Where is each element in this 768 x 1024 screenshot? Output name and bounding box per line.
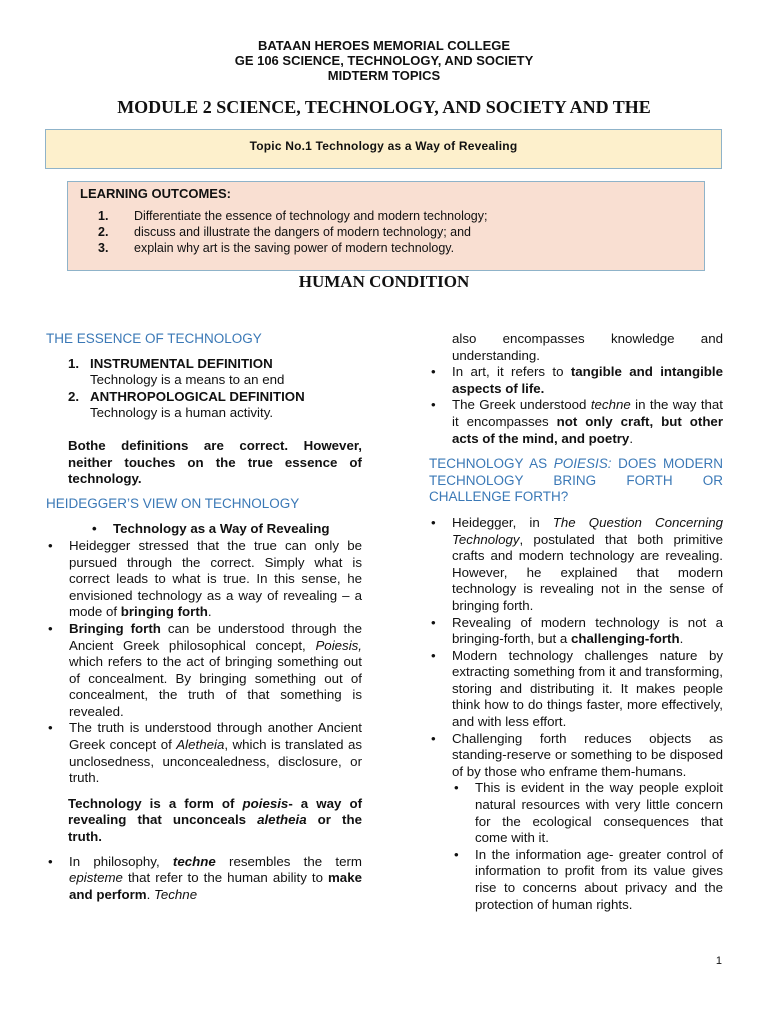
bullet-text: which refers to the act of bringing something out of concealment. By bringing something out of concealment, the truth of that something is revealed. (69, 654, 362, 719)
topic-title: Topic No.1 Technology as a Way of Revealing (249, 139, 518, 153)
heidegger-heading: HEIDEGGER’S VIEW ON TECHNOLOGY (46, 495, 300, 511)
essence-heading: THE ESSENCE OF TECHNOLOGY (46, 331, 262, 346)
definition-item (46, 389, 362, 422)
sub-bullet-text: Technology as a Way of Revealing (113, 521, 330, 537)
bullet-italic: Techne (153, 886, 198, 902)
bullet-text: Challenging forth reduces objects as standing-reserve or something to be disposed of by those who enframe them-humans. (452, 730, 723, 779)
poiesis-heading (429, 456, 723, 506)
definition-number: 2. (68, 388, 80, 404)
bullet-bold: tangible and intangible aspects of life. (452, 364, 723, 396)
bullet-text: This is evident in the way people exploit natural resources with very little concern for the ecological consequences that come with it. (475, 780, 723, 846)
bullet-text: . (679, 631, 684, 647)
bullet-italic: The Question Concerning Technology (452, 514, 723, 547)
bullet-bold: challenging-forth (571, 631, 680, 647)
learning-outcomes-box (67, 181, 705, 271)
statement-text: Technology is a form of (68, 795, 243, 811)
human-condition-title: HUMAN CONDITION (298, 272, 470, 291)
outcome-number: 1. (98, 209, 109, 223)
bullet-text: In art, it refers to (452, 364, 571, 380)
bullet-italic: episteme (69, 870, 123, 886)
bullet-text: In philosophy, (69, 853, 173, 869)
bullet-item (429, 731, 723, 781)
definition-title: ANTHROPOLOGICAL DEFINITION (90, 388, 305, 404)
module-title: MODULE 2 SCIENCE, TECHNOLOGY, AND SOCIETY AND THE (117, 97, 651, 117)
course-title: GE 106 SCIENCE, TECHNOLOGY, AND SOCIETY (234, 53, 534, 68)
bullet-bold-italic: techne (172, 853, 216, 869)
statement-text: or the truth. (68, 812, 362, 845)
bullet-text: can be understood through the Ancient Greek philosophical concept, (69, 620, 362, 653)
outcome-item (80, 240, 704, 256)
bullet-text: . (629, 430, 634, 446)
bullet-italic: techne (590, 397, 631, 413)
bullet-item (46, 720, 362, 786)
bullet-bold: not only craft, but other acts of the mind, and poetry (452, 413, 724, 446)
bullet-bold: bringing forth (120, 604, 208, 620)
outcome-text: Differentiate the essence of technology and modern technology; (134, 209, 488, 223)
bullet-text: In the information age- greater control of information to profit from its value gives rise to concerns about privacy and the protection of human rights. (475, 846, 723, 912)
outcome-number: 2. (98, 225, 109, 239)
bullet-bold: Bringing forth (69, 620, 161, 636)
bullet-italic: Poiesis, (315, 637, 362, 653)
bullet-text: , postulated that both primitive crafts and modern technology are revealing. However, he explained that modern technology is revealing not in the sense of bringing forth. (452, 531, 723, 613)
bullet-text: The Greek understood (452, 397, 591, 413)
bullet-text: Heidegger stressed that the true can only be pursued through the correct. Simply what is correct leads to what is true. In this sense, he envisioned technology as a way of revealing – a mode of (69, 537, 362, 620)
bullet-text: The truth is understood through another Ancient Greek concept of (69, 720, 362, 753)
heading-text: TECHNOLOGY AS (429, 456, 554, 472)
bullet-text: in the way that it encompasses (452, 397, 724, 429)
bullet-text: , which is translated as unclosedness, unconcealedness, disclosure, or truth. (69, 737, 362, 786)
statement-italic: poiesis (242, 795, 289, 811)
bullet-text: Heidegger, in (452, 514, 553, 530)
bullet-item (46, 621, 362, 721)
bullet-text: that refer to the human ability to (122, 870, 328, 886)
bullet-italic: Aletheia (176, 737, 225, 753)
continued-text: also encompasses knowledge and understanding. (452, 331, 723, 363)
document-header (0, 38, 768, 83)
bullet-text: Revealing of modern technology is not a bringing-forth, but a (452, 614, 723, 647)
bullet-item (46, 854, 362, 904)
bullet-text: Modern technology challenges nature by extracting something from it and transforming, storing and distributing it. It makes people think how to do things faster, more effectively, and with less effort. (452, 647, 723, 730)
bullet-text: resembles the term (215, 853, 363, 869)
bullet-text: . (207, 604, 212, 620)
bullet-item (429, 397, 723, 447)
outcome-text: explain why art is the saving power of modern technology. (134, 241, 455, 255)
definition-item (46, 356, 362, 389)
bullet-item (429, 615, 723, 648)
left-column (46, 331, 362, 903)
page-number: 1 (715, 955, 722, 967)
poiesis-statement (68, 796, 362, 846)
definition-text: Technology is a human activity. (90, 405, 274, 421)
heading-text: DOES MODERN TECHNOLOGY BRING FORTH OR CHALLENGE FORTH? (429, 456, 723, 505)
bullet-item (429, 364, 723, 397)
outcome-item (80, 208, 704, 224)
both-definitions-note: Bothe definitions are correct. However, neither touches on the true essence of technology. (68, 437, 362, 487)
bullet-item (429, 515, 723, 615)
outcome-text: discuss and illustrate the dangers of modern technology; and (134, 225, 472, 239)
term-label: MIDTERM TOPICS (327, 68, 441, 83)
outcome-item (80, 224, 704, 240)
outcome-number: 3. (98, 241, 109, 255)
topic-box (45, 129, 722, 169)
sub-bullet (90, 521, 362, 538)
bullet-item (429, 648, 723, 731)
definition-number: 1. (68, 355, 80, 371)
bullet-text: . (146, 886, 154, 902)
statement-text: - a way of revealing that unconceals (68, 795, 363, 828)
heading-italic: POIESIS: (553, 456, 612, 472)
bullet-item (46, 538, 362, 621)
sub-bullet-item (452, 847, 723, 913)
college-name: BATAAN HEROES MEMORIAL COLLEGE (257, 38, 511, 53)
sub-bullet-item (452, 780, 723, 846)
statement-italic: aletheia (257, 812, 307, 828)
bullet-bold: make and perform (69, 870, 362, 902)
definition-title: INSTRUMENTAL DEFINITION (90, 355, 273, 371)
right-column (429, 331, 723, 913)
outcomes-heading: LEARNING OUTCOMES: (80, 186, 231, 201)
definition-text: Technology is a means to an end (90, 372, 285, 388)
